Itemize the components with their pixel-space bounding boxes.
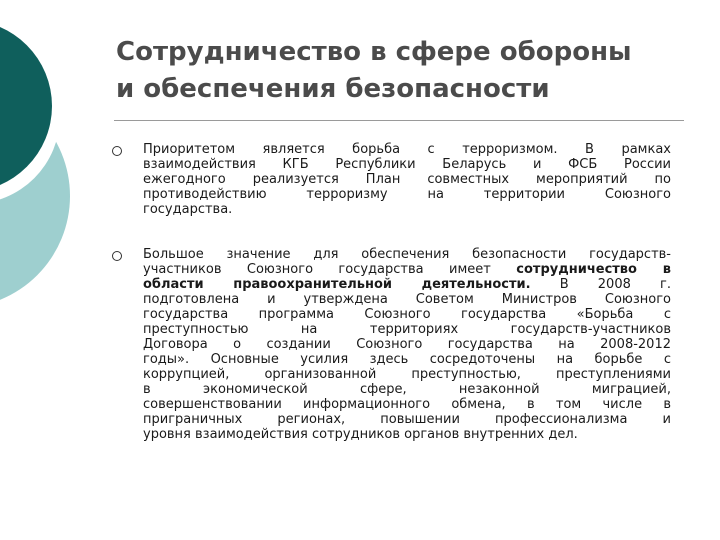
bullet-line-text: подготовлена и утверждена Советом Министров Союзного xyxy=(143,292,671,307)
bullet-line xyxy=(143,397,671,412)
bullet-line xyxy=(143,277,671,292)
bullet-line-text: ежегодного реализуется План совместных мероприятий по xyxy=(143,172,671,187)
bullet-line xyxy=(143,322,671,337)
bullet-line xyxy=(143,412,671,427)
title-divider xyxy=(114,120,684,121)
decorative-circles xyxy=(0,0,80,300)
bullet-line xyxy=(143,202,671,217)
title-line: Сотрудничество в сфере обороны xyxy=(116,37,632,67)
bullet-line-text: взаимодействия КГБ Республики Беларусь и ФСБ России xyxy=(143,157,671,172)
bullet-line xyxy=(143,172,671,187)
bullet-line xyxy=(143,262,671,277)
bullet-line-text: государства программа Союзного государства «Борьба с xyxy=(143,307,671,322)
bullet-line xyxy=(143,352,671,367)
bullet-line-text: в экономической сфере, незаконной миграцией, xyxy=(143,382,671,397)
slide-title xyxy=(116,34,706,108)
bullet-line-bold-text: области правоохранительной деятельности. xyxy=(143,277,531,292)
bullet-line-text: Большое значение для обеспечения безопасности государств- xyxy=(143,247,671,262)
title-line: и обеспечения безопасности xyxy=(116,74,550,104)
bullet-line xyxy=(143,187,671,202)
bullet-line-text: преступностью на территориях государств-участников xyxy=(143,322,671,337)
bullet-line xyxy=(143,142,671,157)
bullet-line-text: совершенствовании информационного обмена, в том числе в xyxy=(143,397,671,412)
bullet-line-bold-text: сотрудничество в xyxy=(516,262,671,277)
bullet-line-text: уровня взаимодействия сотрудников органов внутренних дел. xyxy=(143,427,578,442)
bullet-line-text: приграничных регионах, повышении профессионализма и xyxy=(143,412,671,427)
bullet-line-text: коррупцией, организованной преступностью, преступлениями xyxy=(143,367,671,382)
bullet-circle-icon xyxy=(112,251,122,261)
bullet-circle-icon xyxy=(112,146,122,156)
bullet-line xyxy=(143,427,671,442)
bullet-line-text: участников Союзного государства имеет xyxy=(143,262,517,277)
bullet-line xyxy=(143,367,671,382)
bullet-line xyxy=(143,337,671,352)
bullet-line xyxy=(143,292,671,307)
bullet-line-text: Приоритетом является борьба с терроризмом. В рамках xyxy=(143,142,671,157)
bullet-line-text: В 2008 г. xyxy=(530,277,671,292)
bullet-line xyxy=(143,157,671,172)
bullet-text xyxy=(143,142,671,217)
bullet-line xyxy=(143,247,671,262)
bullet-line xyxy=(143,382,671,397)
bullet-line xyxy=(143,307,671,322)
bullet-text xyxy=(143,247,671,442)
bullet-line-text: государства. xyxy=(143,202,233,217)
bullet-line-text: противодействию терроризму на территории Союзного xyxy=(143,187,671,202)
bullet-line-text: Договора о создании Союзного государства на 2008-2012 xyxy=(143,337,671,352)
bullet-line-text: годы». Основные усилия здесь сосредоточены на борьбе с xyxy=(143,352,671,367)
